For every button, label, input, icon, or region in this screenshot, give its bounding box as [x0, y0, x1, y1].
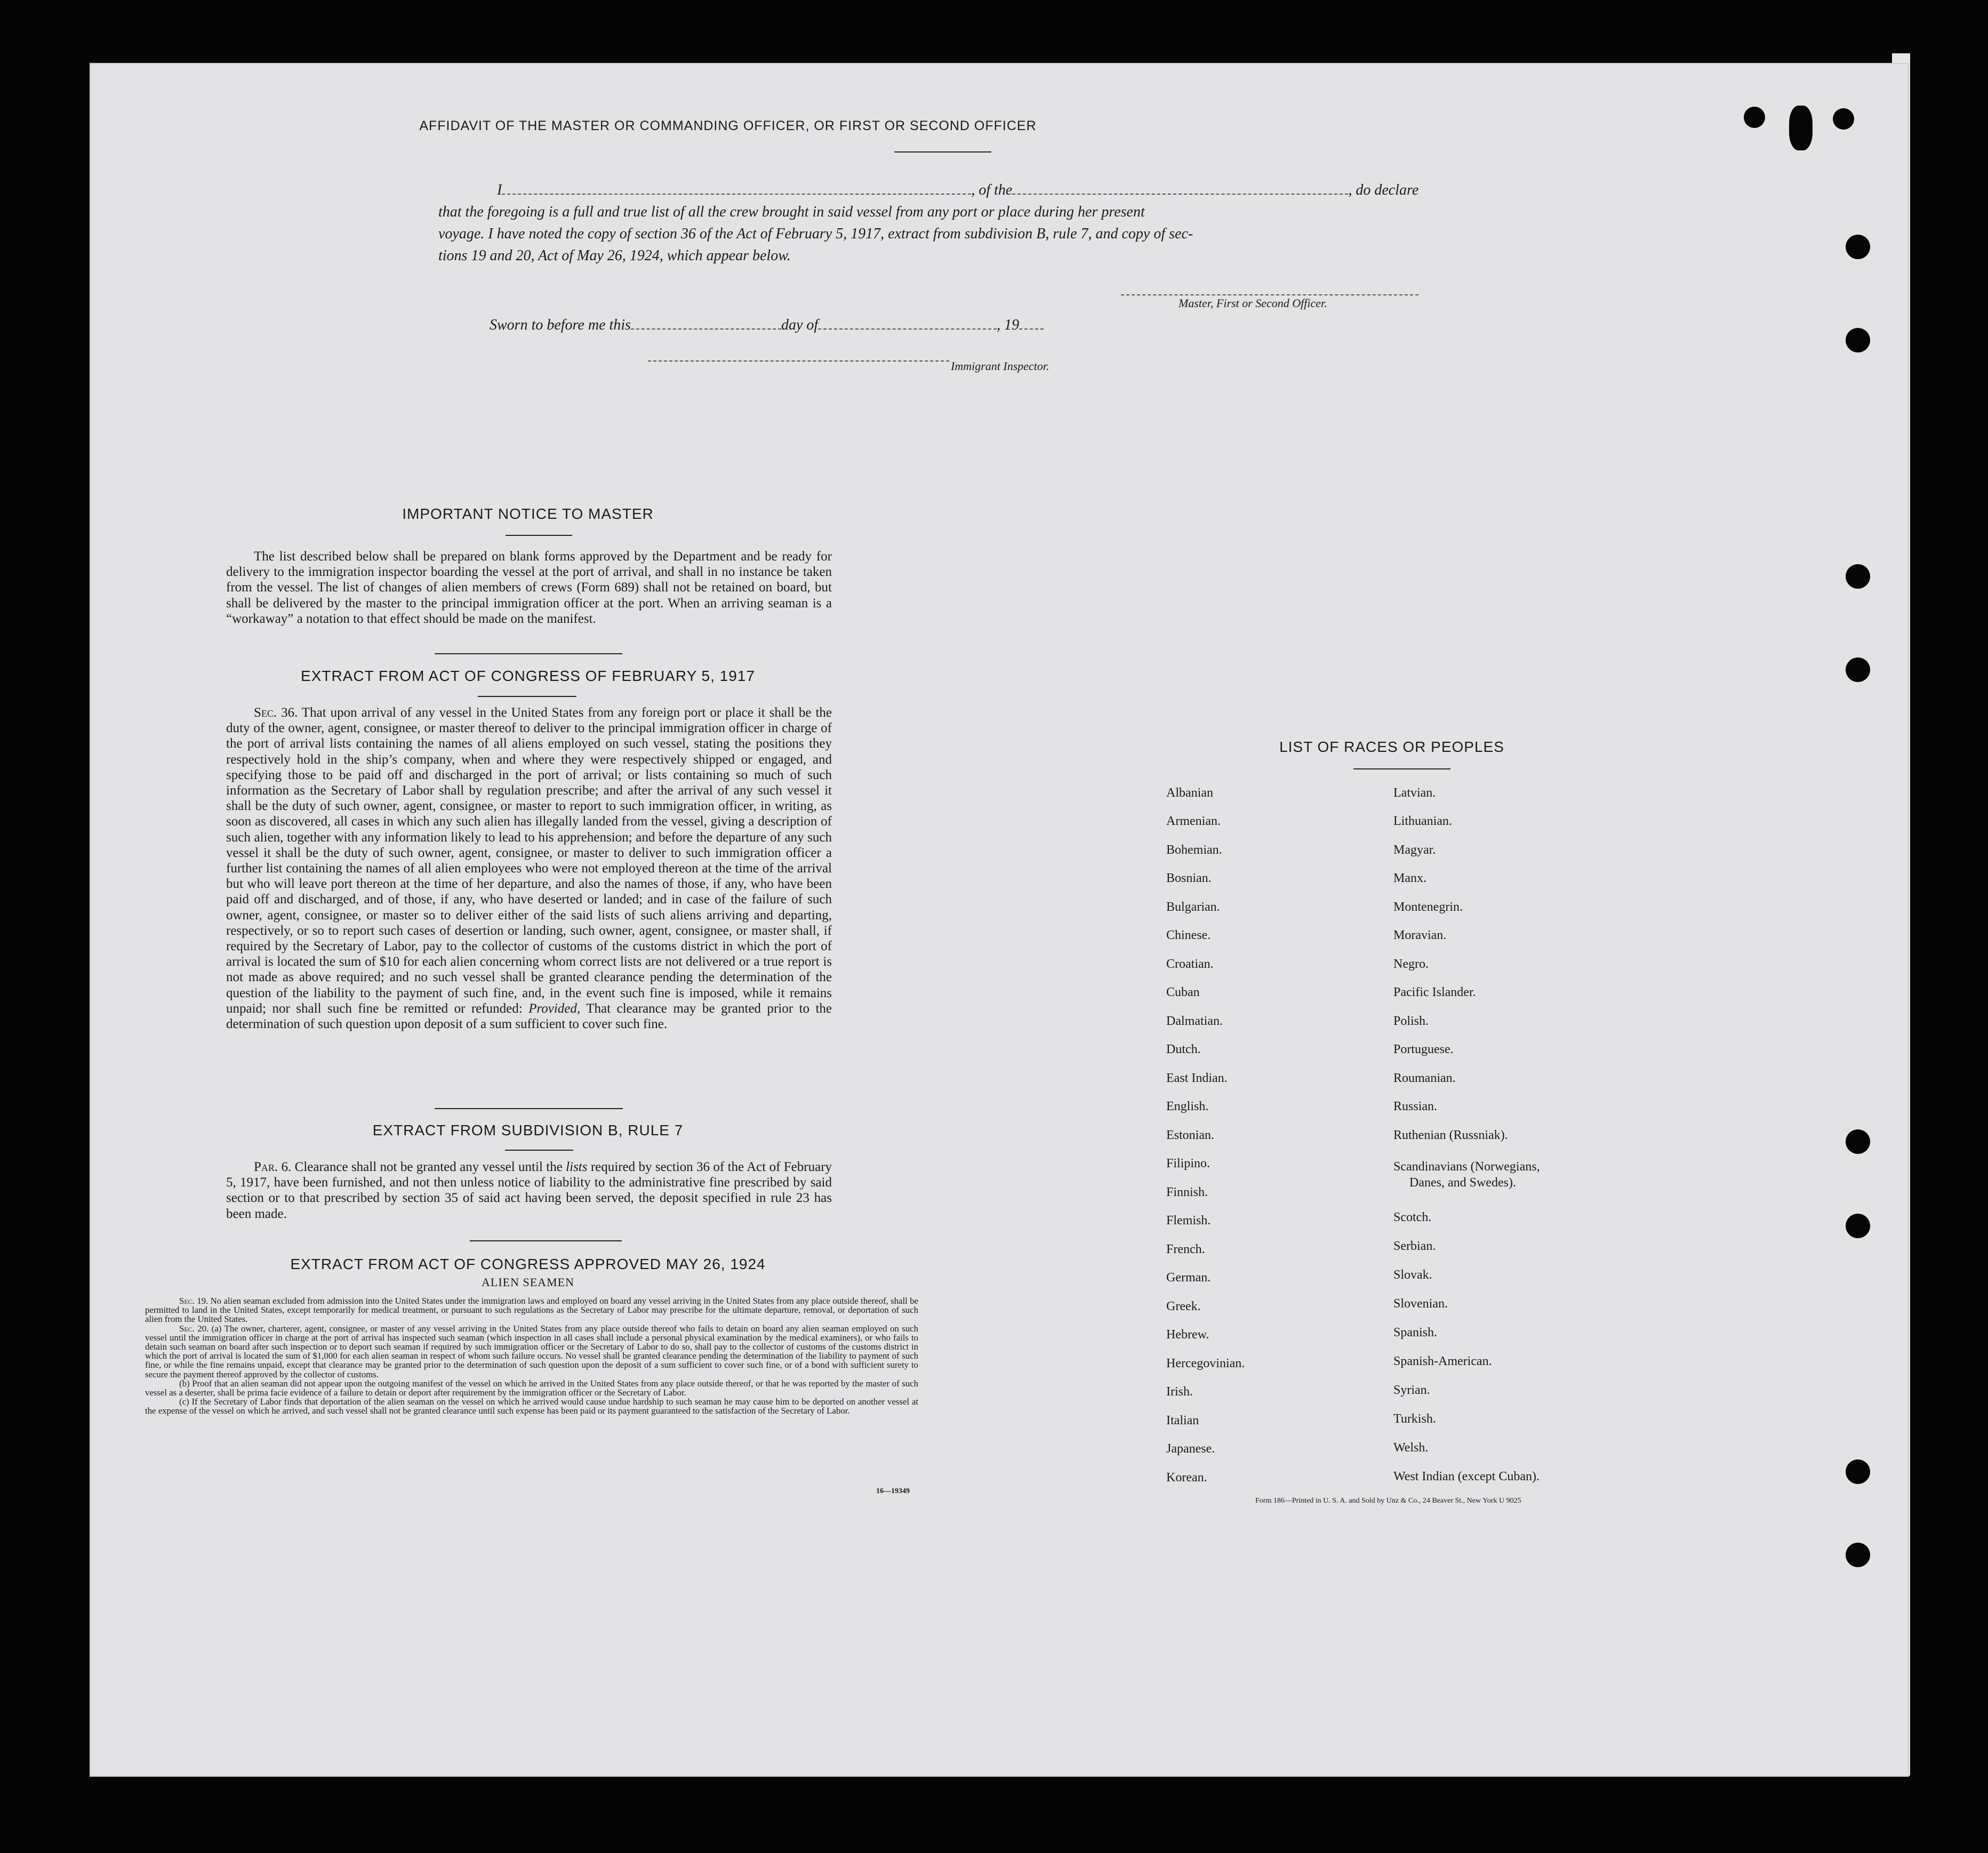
notice-heading: IMPORTANT NOTICE TO MASTER: [402, 506, 654, 522]
race-item: Montenegrin.: [1393, 900, 1463, 914]
punch-hole: [1846, 1129, 1870, 1154]
race-item: Spanish.: [1393, 1326, 1438, 1339]
provided-label: Provided,: [528, 1001, 581, 1016]
sec-20a-paragraph: [145, 1324, 918, 1379]
punch-hole: [1744, 107, 1765, 128]
race-item: Irish.: [1166, 1385, 1193, 1399]
race-item: Hercegovinian.: [1166, 1357, 1245, 1370]
race-item: East Indian.: [1166, 1071, 1228, 1085]
signature-caption: Master, First or Second Officer.: [1179, 296, 1327, 310]
race-item: Greek.: [1166, 1299, 1201, 1313]
sec-19-body: No alien seaman excluded from admission into the United States under the immigration laws and employed on board any vessel arriving in the United States from any place outside thereof, shall be permitted to land in the United States, except temporarily for medical treatment, or pursuant to such regulations as the Secretary of Labor may prescribe for the ultimate departure, removal, or deportation of such alien from the United States.: [145, 1296, 918, 1325]
race-item: Welsh.: [1393, 1441, 1429, 1455]
punch-hole: [1846, 1214, 1870, 1238]
par-6-body-a: Clearance shall not be granted any vessel until the: [294, 1160, 563, 1174]
divider: [435, 1108, 623, 1109]
race-item: Moravian.: [1393, 928, 1447, 942]
inspector-caption: Immigrant Inspector.: [951, 359, 1049, 373]
signature-line[interactable]: [1121, 294, 1418, 295]
race-item: Lithuanian.: [1393, 814, 1452, 828]
extract-1917-text: [226, 705, 832, 1032]
sec-20-label: Sec. 20.: [179, 1323, 209, 1334]
race-item: Serbian.: [1393, 1239, 1436, 1253]
race-item: Dalmatian.: [1166, 1014, 1223, 1028]
race-item: Bohemian.: [1166, 843, 1222, 857]
race-item: Roumanian.: [1393, 1071, 1456, 1085]
race-item: Croatian.: [1166, 957, 1214, 971]
of-the-label: , of the: [971, 182, 1013, 198]
sec-19-label: Sec. 19.: [179, 1296, 209, 1306]
races-right-column: [1393, 786, 1628, 1490]
day-blank[interactable]: [631, 328, 781, 330]
race-item: French.: [1166, 1242, 1205, 1256]
race-item: Albanian: [1166, 786, 1213, 800]
race-item: Danes, and Swedes).: [1409, 1176, 1516, 1190]
divider: [505, 1150, 573, 1151]
sec-20a-body: (a) The owner, charterer, agent, consignee, or master of any vessel arriving in the United States from any place outside thereof who fails to detain on board any alien seaman employed on such vessel until the immigration officer in charge at the port of arrival has inspected such seaman (which inspection in all cases shall include a personal physical examination by the medical examiners), or who fails to detain such seaman on board after such inspection or to deport such seaman if required by such immigration officer or the Secretary of Labor to do so, shall pay to the collector of customs of the customs district in which the port of arrival is located the sum of $1,000 for each alien seaman in respect of whom such failure occurs. No vessel shall be granted clearance pending the determination of the liability to payment of such fine, or while the fine remains unpaid, except that clearance may be granted prior to the determination of such question upon the deposit of a sum sufficient to cover such fine, or of a bond with sufficient surety to secure the payment thereof approved by the collector of customs.: [145, 1323, 918, 1379]
race-item: Polish.: [1393, 1014, 1429, 1028]
name-blank[interactable]: [502, 194, 971, 195]
year-prefix: , 19: [997, 317, 1020, 333]
race-item: Scandinavians (Norwegians,: [1393, 1160, 1540, 1174]
punch-hole: [1846, 1459, 1870, 1484]
sworn-prefix: Sworn to before me this: [490, 317, 631, 333]
race-item: Cuban: [1166, 985, 1200, 999]
races-left-column: [1166, 786, 1380, 1490]
race-item: Filipino.: [1166, 1157, 1211, 1170]
punch-hole: [1846, 564, 1870, 589]
race-item: Spanish-American.: [1393, 1354, 1492, 1368]
year-blank[interactable]: [1019, 328, 1044, 330]
affidavit-title: AFFIDAVIT OF THE MASTER OR COMMANDING OFFICER, OR FIRST OR SECOND OFFICER: [419, 118, 1037, 133]
alien-seamen-subheading: ALIEN SEAMEN: [482, 1276, 574, 1289]
month-blank[interactable]: [818, 328, 997, 330]
print-code: 16—19349: [876, 1487, 910, 1495]
divider: [478, 696, 576, 697]
race-item: Dutch.: [1166, 1042, 1201, 1056]
affidavit-declaration: [438, 179, 1446, 267]
sec-20b-paragraph: (b) Proof that an alien seaman did not appear upon the outgoing manifest of the vessel on which he arrived in the United States from any place outside thereof, or that he was reported by the master of such vessel as a deserter, shall be prima facie evidence of a failure to detain or deport after requirement by the immigration officer or the Secretary of Labor.: [145, 1378, 918, 1398]
divider: [506, 535, 572, 536]
race-item: Magyar.: [1393, 843, 1436, 857]
race-item: Finnish.: [1166, 1185, 1208, 1199]
sworn-line: [490, 317, 1044, 334]
race-item: Flemish.: [1166, 1214, 1211, 1228]
sec-36-body-end: That clearance may be granted prior to the determination of such question upon deposit of a sum sufficient to cover such fine.: [226, 1001, 832, 1032]
race-item: Armenian.: [1166, 814, 1221, 828]
race-item: Syrian.: [1393, 1383, 1430, 1397]
race-item: Slovak.: [1393, 1268, 1432, 1282]
punch-hole: [1789, 106, 1813, 150]
do-declare-label: , do declare: [1348, 182, 1419, 198]
affidavit-line: tions 19 and 20, Act of May 26, 1924, which appear below.: [438, 247, 791, 264]
race-item: German.: [1166, 1271, 1211, 1285]
divider: [435, 653, 622, 654]
affidavit-line: that the foregoing is a full and true list of all the crew brought in said vessel from any port or place during her present: [438, 204, 1145, 220]
rule-7-heading: EXTRACT FROM SUBDIVISION B, RULE 7: [372, 1122, 684, 1138]
inspector-line[interactable]: [648, 360, 949, 362]
race-item: Manx.: [1393, 871, 1426, 885]
race-item: Japanese.: [1166, 1442, 1215, 1456]
race-item: Turkish.: [1393, 1412, 1436, 1426]
punch-hole: [1833, 108, 1854, 130]
form-footer: Form 186—Printed in U. S. A. and Sold by Unz & Co., 24 Beaver St., New York U 9025: [1255, 1497, 1521, 1505]
race-item: Portuguese.: [1393, 1042, 1454, 1056]
race-item: Bulgarian.: [1166, 900, 1220, 914]
notice-text: The list described below shall be prepared on blank forms approved by the Department and be ready for delivery to the immigration inspector boarding the vessel at the port of arrival, and shall in no instance be taken from the vessel. The list of changes of alien members of crews (Form 689) shall not be retained on board, but shall be delivered by the master to the principal immigration officer at the port. When an arriving seaman is a “workaway” a notation to that effect should be made on the manifest.: [226, 549, 832, 626]
day-of-label: day of: [781, 317, 819, 333]
extract-1924-text: [145, 1296, 918, 1416]
race-item: Latvian.: [1393, 786, 1436, 800]
race-item: English.: [1166, 1100, 1209, 1113]
rule-7-text: [226, 1159, 832, 1222]
races-heading: LIST OF RACES OR PEOPLES: [1279, 739, 1504, 755]
race-item: Ruthenian (Russniak).: [1393, 1128, 1508, 1142]
race-item: Bosnian.: [1166, 871, 1212, 885]
sec-19-paragraph: [145, 1296, 918, 1324]
i-label: I: [497, 182, 502, 198]
punch-hole: [1846, 328, 1870, 352]
race-item: Italian: [1166, 1414, 1199, 1427]
par-6-label: Par. 6.: [254, 1160, 292, 1174]
par-6-body-b: required by section 36 of the Act of February 5, 1917, have been furnished, and not then unless notice of liability to the administrative fine prescribed by said section or to that prescribed by section 35 of said act having been served, the deposit specified in rule 23 has been made.: [226, 1160, 832, 1221]
race-item: West Indian (except Cuban).: [1393, 1470, 1540, 1483]
race-item: Korean.: [1166, 1471, 1207, 1485]
sec-20c-paragraph: (c) If the Secretary of Labor finds that deportation of the alien seaman on the vessel on which he arrived would cause undue hardship to such seaman he may cause him to be deported on another vessel at the expense of the vessel on which he arrived, and such vessel shall not be granted clearance until such expense has been paid or its payment guaranteed to the satisfaction of the Secretary of Labor.: [145, 1397, 918, 1416]
vessel-blank[interactable]: [1012, 194, 1348, 195]
race-item: Scotch.: [1393, 1210, 1432, 1224]
sec-36-label: Sec. 36.: [254, 705, 298, 720]
affidavit-line: voyage. I have noted the copy of section 36 of the Act of February 5, 1917, extract from subdivision B, rule 7, and copy of sec-: [438, 226, 1193, 242]
race-item: Slovenian.: [1393, 1297, 1448, 1311]
extract-1924-heading: EXTRACT FROM ACT OF CONGRESS APPROVED MAY 26, 1924: [290, 1256, 766, 1272]
race-item: Negro.: [1393, 957, 1429, 971]
divider: [470, 1240, 622, 1241]
extract-1917-heading: EXTRACT FROM ACT OF CONGRESS OF FEBRUARY 5, 1917: [301, 668, 755, 684]
race-item: Pacific Islander.: [1393, 985, 1476, 999]
punch-hole: [1846, 235, 1870, 259]
race-item: Estonian.: [1166, 1128, 1214, 1142]
affidavit-fill-line: [438, 179, 1446, 201]
sec-36-body: That upon arrival of any vessel in the United States from any foreign port or place it shall be the duty of the owner, agent, consignee, or master thereof to deliver to the principal immigration officer in charge of the port of arrival lists containing the names of all aliens employed on such vessel, stating the positions they respectively hold in the ship’s company, when and where they were respectively shipped or engaged, and specifying those to be paid off and discharged in the port of arrival; or lists containing so much of such information as the Secretary of Labor shall by regulation prescribe; and after the arrival of any such vessel it shall be the duty of such owner, agent, consignee, or master to report to such immigration officer, in writing, as soon as discovered, all cases in which any such alien has illegally landed from the vessel, giving a description of such alien, together with any information likely to lead to his apprehension; and before the departure of any such vessel it shall be the duty of such owner, agent, consignee, or master to deliver to such immigration officer a further list containing the names of all alien employees who were not employed thereon at the time of the arrival but who will leave port thereon at the time of her departure, and also the names of those, if any, who have been paid off and discharged, and of those, if any, who have deserted or landed; and in case of the failure of such owner, agent, consignee, or master so to deliver either of the said lists of such aliens arriving and departing, respectively, or so to report such cases of desertion or landing, such owner, agent, consignee, or master shall, if required by the Secretary of Labor, pay to the collector of customs of the customs district in which the port of arrival is located the sum of $10 for each alien concerning whom correct lists are not delivered or a true report is not made as above required; and no such vessel shall be granted clearance pending the determination of the question of the liability to the payment of such fine, and, in the event such fine is imposed, while it remains unpaid; nor shall such fine be remitted or refunded:: [226, 705, 832, 1016]
lists-word: lists: [566, 1160, 588, 1174]
divider: [1353, 768, 1450, 769]
race-item: Chinese.: [1166, 928, 1211, 942]
punch-hole: [1846, 1543, 1870, 1567]
punch-hole: [1846, 657, 1870, 682]
race-item: Hebrew.: [1166, 1328, 1209, 1342]
race-item: Russian.: [1393, 1100, 1438, 1113]
divider: [894, 151, 991, 153]
